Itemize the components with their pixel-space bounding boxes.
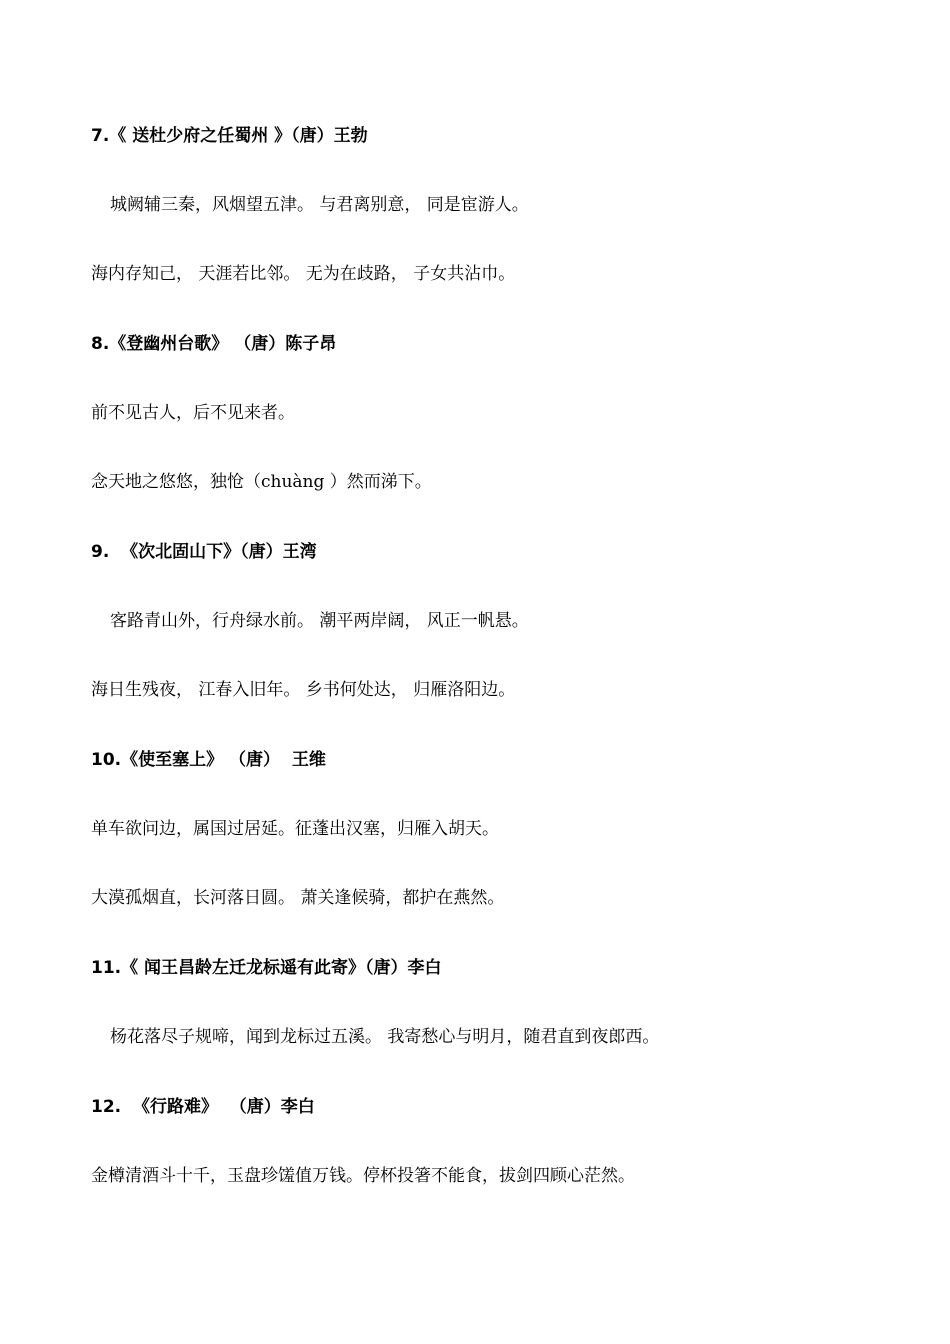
poem-line: 城阙辅三秦，风烟望五津。 与君离别意， 同是宦游人。 — [110, 195, 529, 215]
poem-line: 客路青山外，行舟绿水前。 潮平两岸阔， 风正一帆悬。 — [110, 611, 529, 631]
poem-line: 海日生残夜， 江春入旧年。 乡书何处达， 归雁洛阳边。 — [91, 680, 516, 700]
poem-title: 7.《 送杜少府之任蜀州 》（唐）王勃 — [91, 126, 368, 146]
poem-line: 单车欲问边，属国过居延。征蓬出汉塞，归雁入胡天。 — [91, 819, 499, 839]
poem-line: 前不见古人，后不见来者。 — [91, 403, 295, 423]
poem-line: 金樽清酒斗十千，玉盘珍馐值万钱。停杯投箸不能食，拔剑四顾心茫然。 — [91, 1166, 635, 1186]
poem-title: 8.《登幽州台歌》 （唐）陈子昂 — [91, 334, 337, 354]
poem-title: 9. 《次北固山下》（唐）王湾 — [91, 542, 317, 562]
poem-line: 念天地之悠悠，独怆（chuàng ）然而涕下。 — [91, 472, 432, 492]
poem-title: 11.《 闻王昌龄左迁龙标遥有此寄》（唐）李白 — [91, 958, 442, 978]
poem-line: 大漠孤烟直，长河落日圆。 萧关逢候骑，都护在燕然。 — [91, 888, 505, 908]
poem-title: 12. 《行路难》 （唐）李白 — [91, 1097, 315, 1117]
poem-title: 10.《使至塞上》 （唐） 王维 — [91, 750, 326, 770]
poem-line: 海内存知己， 天涯若比邻。 无为在歧路， 子女共沾巾。 — [91, 264, 516, 284]
poem-line: 杨花落尽子规啼，闻到龙标过五溪。 我寄愁心与明月，随君直到夜郎西。 — [110, 1027, 660, 1047]
